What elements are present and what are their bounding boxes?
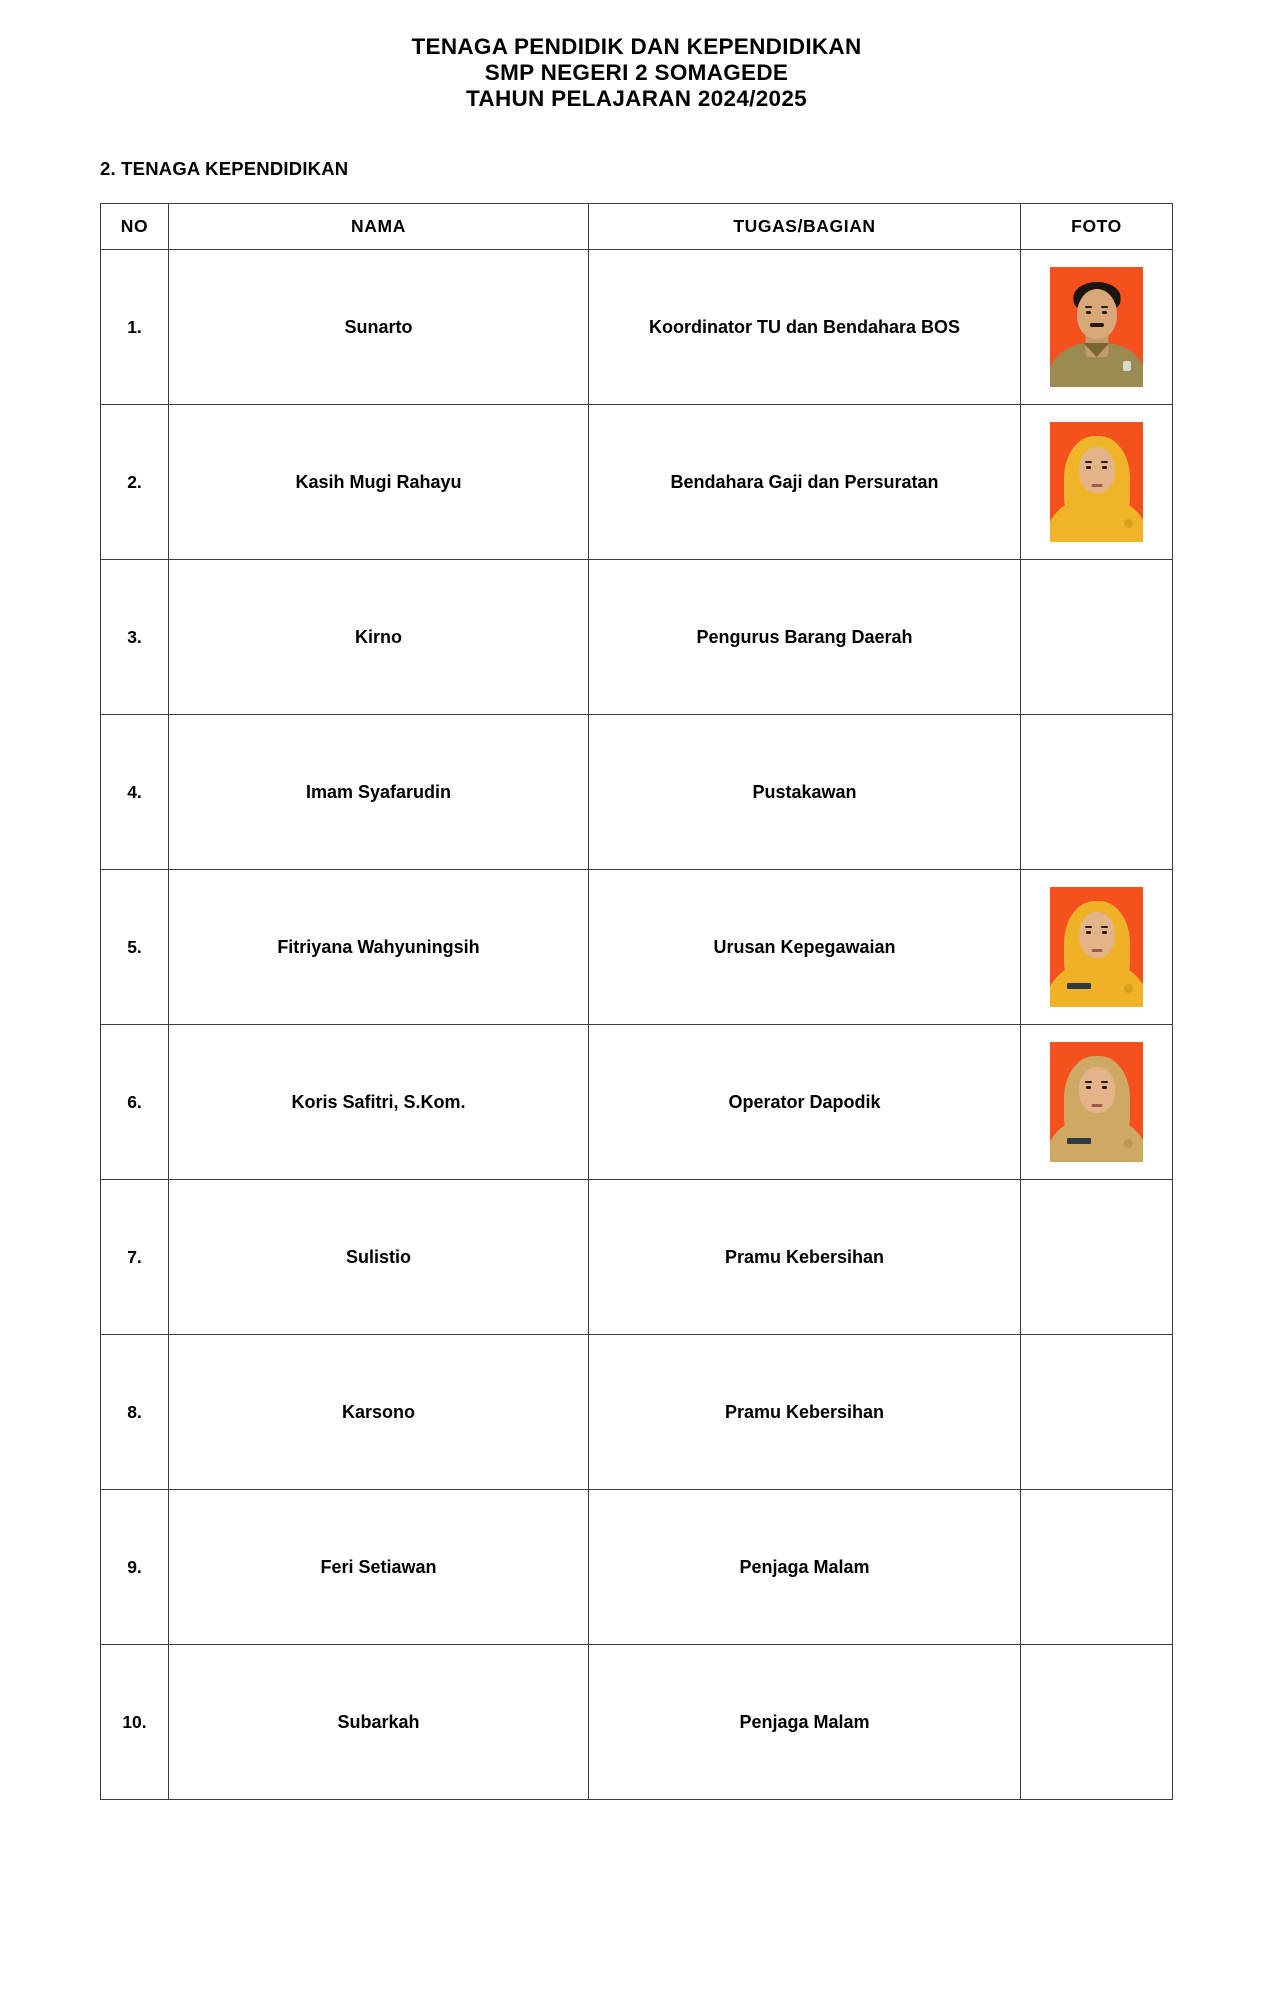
cell-foto: [1021, 715, 1173, 870]
cell-nama: Sulistio: [169, 1180, 589, 1335]
photo-hijab-fold: [1124, 1139, 1133, 1148]
photo-name-badge: [1067, 983, 1091, 989]
cell-no: 3.: [101, 560, 169, 715]
photo-mustache: [1090, 323, 1104, 327]
photo-eyebrow: [1085, 306, 1092, 308]
cell-no: 4.: [101, 715, 169, 870]
cell-tugas: Urusan Kepegawaian: [589, 870, 1021, 1025]
cell-nama: Kasih Mugi Rahayu: [169, 405, 589, 560]
photo-eyebrow: [1101, 1081, 1108, 1083]
cell-tugas: Pramu Kebersihan: [589, 1335, 1021, 1490]
cell-foto: [1021, 1335, 1173, 1490]
photo-eyebrow: [1085, 461, 1092, 463]
cell-foto: [1021, 560, 1173, 715]
cell-nama: Feri Setiawan: [169, 1490, 589, 1645]
column-header-foto: FOTO: [1021, 204, 1173, 250]
photo-eye: [1102, 1086, 1107, 1089]
document-title: [0, 34, 1273, 112]
cell-nama: Fitriyana Wahyuningsih: [169, 870, 589, 1025]
photo-mouth: [1091, 949, 1102, 952]
cell-tugas: Pengurus Barang Daerah: [589, 560, 1021, 715]
cell-nama: Subarkah: [169, 1645, 589, 1800]
photo-eye: [1086, 311, 1091, 314]
photo-uniform-emblem: [1123, 361, 1131, 371]
photo-eyebrow: [1101, 926, 1108, 928]
photo-eye: [1102, 311, 1107, 314]
cell-foto: [1021, 1025, 1173, 1180]
column-header-no: NO: [101, 204, 169, 250]
cell-foto: [1021, 1490, 1173, 1645]
cell-no: 5.: [101, 870, 169, 1025]
photo-eyebrow: [1101, 461, 1108, 463]
staff-photo: [1050, 422, 1143, 542]
cell-no: 8.: [101, 1335, 169, 1490]
cell-foto: [1021, 1180, 1173, 1335]
table-row: [101, 405, 1173, 560]
cell-nama: Kirno: [169, 560, 589, 715]
cell-no: 9.: [101, 1490, 169, 1645]
cell-tugas: Penjaga Malam: [589, 1645, 1021, 1800]
table-row: [101, 715, 1173, 870]
cell-foto: [1021, 405, 1173, 560]
table-header: [101, 204, 1173, 250]
cell-tugas: Operator Dapodik: [589, 1025, 1021, 1180]
cell-no: 6.: [101, 1025, 169, 1180]
photo-hijab-fold: [1124, 984, 1133, 993]
cell-foto: [1021, 870, 1173, 1025]
cell-tugas: Pramu Kebersihan: [589, 1180, 1021, 1335]
photo-eye: [1086, 931, 1091, 934]
photo-eyebrow: [1085, 1081, 1092, 1083]
cell-no: 10.: [101, 1645, 169, 1800]
cell-tugas: Pustakawan: [589, 715, 1021, 870]
photo-mouth: [1091, 484, 1102, 487]
photo-eye: [1102, 931, 1107, 934]
staff-photo: [1050, 1042, 1143, 1162]
cell-tugas: Penjaga Malam: [589, 1490, 1021, 1645]
cell-nama: Karsono: [169, 1335, 589, 1490]
section-heading: 2. TENAGA KEPENDIDIKAN: [100, 158, 349, 179]
photo-mouth: [1091, 1104, 1102, 1107]
title-line-1: TENAGA PENDIDIK DAN KEPENDIDIKAN: [411, 34, 862, 59]
table-row: [101, 1335, 1173, 1490]
staff-photo: [1050, 267, 1143, 387]
cell-foto: [1021, 1645, 1173, 1800]
cell-no: 2.: [101, 405, 169, 560]
table-row: [101, 870, 1173, 1025]
table-row: [101, 1490, 1173, 1645]
photo-hijab-fold: [1124, 519, 1133, 528]
table-row: [101, 1025, 1173, 1180]
staff-table: [100, 203, 1173, 1800]
table-row: [101, 1180, 1173, 1335]
table-row: [101, 250, 1173, 405]
cell-foto: [1021, 250, 1173, 405]
table-row: [101, 560, 1173, 715]
photo-name-badge: [1067, 1138, 1091, 1144]
staff-photo: [1050, 887, 1143, 1007]
cell-no: 1.: [101, 250, 169, 405]
photo-eye: [1086, 1086, 1091, 1089]
table-header-row: [101, 204, 1173, 250]
table-body: [101, 250, 1173, 1800]
photo-eyebrow: [1085, 926, 1092, 928]
photo-head: [1077, 289, 1117, 339]
cell-tugas: Bendahara Gaji dan Persuratan: [589, 405, 1021, 560]
title-line-3: TAHUN PELAJARAN 2024/2025: [466, 86, 807, 111]
photo-eyebrow: [1101, 306, 1108, 308]
column-header-tugas: TUGAS/BAGIAN: [589, 204, 1021, 250]
cell-nama: Sunarto: [169, 250, 589, 405]
cell-no: 7.: [101, 1180, 169, 1335]
column-header-nama: NAMA: [169, 204, 589, 250]
cell-nama: Imam Syafarudin: [169, 715, 589, 870]
cell-nama: Koris Safitri, S.Kom.: [169, 1025, 589, 1180]
table-row: [101, 1645, 1173, 1800]
title-line-2: SMP NEGERI 2 SOMAGEDE: [484, 60, 789, 85]
photo-eye: [1102, 466, 1107, 469]
photo-eye: [1086, 466, 1091, 469]
cell-tugas: Koordinator TU dan Bendahara BOS: [589, 250, 1021, 405]
